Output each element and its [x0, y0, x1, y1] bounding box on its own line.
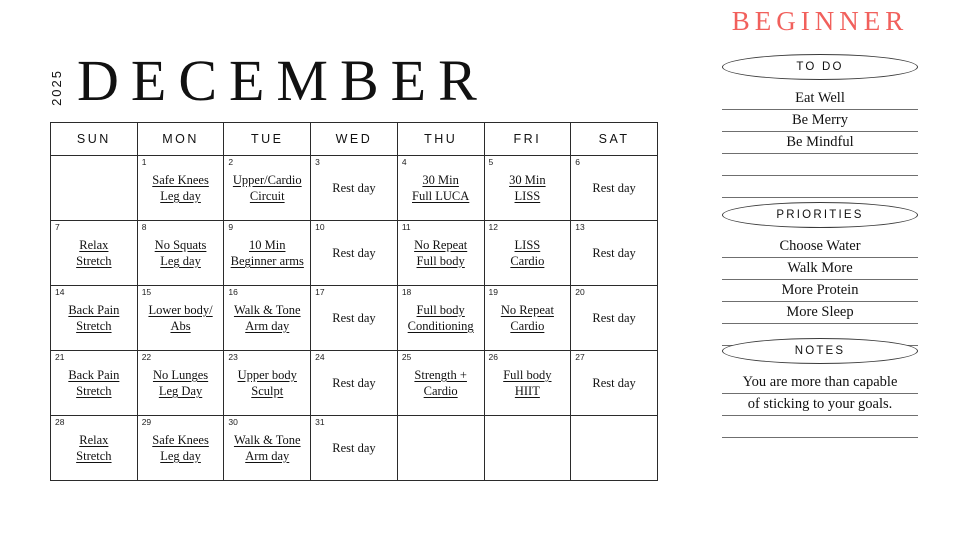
day-number: 13: [575, 222, 585, 232]
day-content: [51, 156, 137, 220]
workout-label: Safe Knees: [152, 433, 209, 447]
priority-item[interactable]: Walk More: [722, 258, 918, 280]
calendar-day-cell[interactable]: [571, 416, 658, 481]
notes-title: NOTES: [794, 345, 846, 357]
workout-label: 30 Min: [509, 173, 546, 187]
day-content: [398, 221, 484, 285]
day-content: [398, 156, 484, 220]
workout-label: Relax: [79, 238, 109, 252]
workout-label: Stretch: [76, 384, 112, 398]
day-content: [398, 416, 484, 480]
calendar-day-cell[interactable]: [397, 286, 484, 351]
workout-label: Full body: [416, 254, 465, 268]
calendar-day-cell[interactable]: [137, 416, 224, 481]
day-content: [138, 221, 224, 285]
day-content: [224, 351, 310, 415]
calendar-day-cell[interactable]: [484, 221, 571, 286]
calendar-day-cell[interactable]: [51, 351, 138, 416]
calendar-day-cell[interactable]: [397, 156, 484, 221]
calendar-day-cell[interactable]: [137, 286, 224, 351]
rest-day-label: Rest day: [592, 245, 636, 260]
workout-label: Stretch: [76, 319, 112, 333]
workout-label: No Repeat: [414, 238, 468, 252]
day-number: 1: [141, 157, 147, 167]
workout-label: Leg Day: [158, 384, 203, 398]
day-content: [224, 221, 310, 285]
rest-day-label: Rest day: [332, 375, 376, 390]
day-content: [138, 416, 224, 480]
note-item[interactable]: You are more than capable: [722, 372, 918, 394]
day-number: 2: [228, 157, 234, 167]
calendar-day-cell[interactable]: [51, 221, 138, 286]
day-content: [51, 416, 137, 480]
day-content: [138, 351, 224, 415]
calendar-day-cell[interactable]: [397, 351, 484, 416]
calendar-header: [49, 40, 660, 113]
day-number: 9: [228, 222, 234, 232]
day-number: 23: [228, 352, 238, 362]
workout-label: Leg day: [160, 254, 201, 268]
day-content: [138, 156, 224, 220]
workout-label: Walk & Tone: [233, 433, 301, 447]
calendar-day-cell[interactable]: [571, 156, 658, 221]
workout-label: Circuit: [249, 189, 285, 203]
day-content: [571, 156, 657, 220]
calendar-day-cell[interactable]: [311, 416, 398, 481]
workout-label: Cardio: [510, 319, 545, 333]
day-number: 12: [488, 222, 498, 232]
workout-label: Sculpt: [251, 384, 284, 398]
todo-empty-line[interactable]: [722, 154, 918, 176]
workout-label: Back Pain: [68, 303, 120, 317]
day-content: [51, 286, 137, 350]
calendar-week-row: [51, 286, 658, 351]
rest-day-label: Rest day: [592, 180, 636, 195]
side-panel: [700, 0, 940, 540]
workout-label: Safe Knees: [152, 173, 209, 187]
rest-day-label: Rest day: [332, 440, 376, 455]
workout-label: Leg day: [160, 449, 201, 463]
workout-label: Full body: [416, 303, 465, 317]
weekday-tue: TUE: [224, 123, 311, 156]
workout-label: Stretch: [76, 254, 112, 268]
calendar-day-cell[interactable]: [571, 221, 658, 286]
day-number: 22: [141, 352, 152, 362]
priorities-title: PRIORITIES: [776, 209, 864, 221]
priority-item[interactable]: More Protein: [722, 280, 918, 302]
calendar-day-cell[interactable]: [137, 221, 224, 286]
day-number: 11: [401, 222, 411, 232]
workout-label: Stretch: [76, 449, 112, 463]
calendar-day-cell[interactable]: [397, 416, 484, 481]
calendar-weekday-row: [51, 123, 658, 156]
workout-label: Abs: [170, 319, 191, 333]
day-content: [311, 416, 397, 480]
calendar-day-cell[interactable]: [224, 351, 311, 416]
calendar-day-cell[interactable]: [484, 286, 571, 351]
beginner-heading: BEGINNER: [731, 6, 909, 36]
calendar-year: 2025: [49, 69, 64, 106]
day-content: [311, 351, 397, 415]
notes-lines: [722, 372, 918, 438]
todo-item[interactable]: Be Mindful: [722, 132, 918, 154]
day-number: 16: [228, 287, 238, 297]
workout-label: Cardio: [510, 254, 545, 268]
day-content: [485, 416, 571, 480]
workout-label: Back Pain: [68, 368, 120, 382]
workout-label: LISS: [514, 238, 541, 252]
workout-label: 10 Min: [249, 238, 286, 252]
day-number: 20: [575, 287, 585, 297]
day-number: 14: [55, 287, 65, 297]
day-content: [311, 156, 397, 220]
notes-title-pill: [722, 338, 918, 364]
workout-label: Relax: [79, 433, 109, 447]
todo-item[interactable]: Be Merry: [722, 110, 918, 132]
workout-label: Leg day: [160, 189, 201, 203]
day-content: [398, 286, 484, 350]
calendar-week-row: [51, 156, 658, 221]
workout-label: Arm day: [245, 449, 290, 463]
calendar-day-cell[interactable]: [484, 351, 571, 416]
day-number: 19: [488, 287, 498, 297]
calendar-day-cell[interactable]: [397, 221, 484, 286]
note-empty-line[interactable]: [722, 416, 918, 438]
day-content: [311, 286, 397, 350]
todo-item[interactable]: Eat Well: [722, 88, 918, 110]
calendar-week-row: [51, 221, 658, 286]
workout-label: Conditioning: [407, 319, 474, 333]
priorities-lines: [722, 236, 918, 346]
workout-label: Lower body/: [148, 303, 213, 317]
workout-label: Cardio: [423, 384, 458, 398]
workout-label: Upper/Cardio: [232, 173, 302, 187]
day-number: 26: [488, 352, 498, 362]
workout-label: No Lunges: [152, 368, 209, 382]
calendar-day-cell[interactable]: [137, 156, 224, 221]
day-content: [485, 286, 571, 350]
priority-item[interactable]: More Sleep: [722, 302, 918, 324]
weekday-fri: FRI: [484, 123, 571, 156]
weekday-sun: SUN: [51, 123, 138, 156]
day-content: [571, 286, 657, 350]
notes-block: [700, 338, 940, 438]
workout-label: No Repeat: [500, 303, 554, 317]
todo-title-pill: [722, 54, 918, 80]
day-number: 31: [315, 417, 325, 427]
calendar-month: DECEMBER: [77, 48, 489, 113]
calendar-day-cell[interactable]: [224, 221, 311, 286]
rest-day-label: Rest day: [332, 310, 376, 325]
calendar-day-cell[interactable]: [571, 351, 658, 416]
calendar-week-row: [51, 351, 658, 416]
rest-day-label: Rest day: [592, 310, 636, 325]
day-number: 15: [141, 287, 152, 297]
todo-lines: [722, 88, 918, 198]
day-content: [224, 286, 310, 350]
day-number: 10: [315, 222, 325, 232]
day-content: [224, 416, 310, 480]
todo-empty-line[interactable]: [722, 176, 918, 198]
workout-label: No Squats: [154, 238, 207, 252]
weekday-thu: THU: [397, 123, 484, 156]
day-content: [485, 221, 571, 285]
day-number: 5: [488, 157, 494, 167]
workout-label: Full body: [503, 368, 552, 382]
calendar-day-cell[interactable]: [311, 156, 398, 221]
calendar-day-cell[interactable]: [224, 286, 311, 351]
workout-label: Arm day: [245, 319, 290, 333]
priority-item[interactable]: Choose Water: [722, 236, 918, 258]
day-content: [485, 156, 571, 220]
calendar-day-cell[interactable]: [51, 156, 138, 221]
day-number: 29: [141, 417, 152, 427]
calendar-day-cell[interactable]: [137, 351, 224, 416]
calendar-day-cell[interactable]: [311, 221, 398, 286]
calendar-day-cell[interactable]: [571, 286, 658, 351]
calendar-day-cell[interactable]: [51, 286, 138, 351]
day-number: 27: [575, 352, 585, 362]
day-content: [138, 286, 224, 350]
day-content: [311, 221, 397, 285]
weekday-sat: SAT: [571, 123, 658, 156]
rest-day-label: Rest day: [332, 180, 376, 195]
calendar-day-cell[interactable]: [51, 416, 138, 481]
workout-label: Full LUCA: [412, 189, 470, 203]
day-number: 4: [401, 157, 407, 167]
day-content: [571, 351, 657, 415]
calendar-day-cell[interactable]: [484, 156, 571, 221]
day-number: 17: [315, 287, 325, 297]
day-content: [224, 156, 310, 220]
day-content: [485, 351, 571, 415]
day-content: [571, 221, 657, 285]
todo-title: TO DO: [796, 61, 844, 73]
calendar-section: [50, 40, 660, 481]
day-content: [571, 416, 657, 480]
day-content: [398, 351, 484, 415]
calendar-week-row: [51, 416, 658, 481]
day-content: [51, 221, 137, 285]
workout-label: 30 Min: [422, 173, 459, 187]
rest-day-label: Rest day: [332, 245, 376, 260]
priorities-title-pill: [722, 202, 918, 228]
calendar-grid: [50, 122, 658, 481]
day-number: 28: [55, 417, 65, 427]
day-content: [51, 351, 137, 415]
calendar-day-cell[interactable]: [224, 156, 311, 221]
day-number: 30: [228, 417, 238, 427]
day-number: 6: [575, 157, 580, 167]
calendar-day-cell[interactable]: [224, 416, 311, 481]
workout-label: HIIT: [514, 384, 540, 398]
rest-day-label: Rest day: [592, 375, 636, 390]
day-number: 24: [315, 352, 325, 362]
workout-label: Beginner arms: [230, 254, 304, 268]
calendar-day-cell[interactable]: [311, 351, 398, 416]
day-number: 8: [141, 222, 147, 232]
weekday-mon: MON: [137, 123, 224, 156]
day-number: 3: [315, 157, 320, 167]
day-number: 25: [401, 352, 412, 362]
day-number: 18: [401, 287, 412, 297]
day-number: 21: [55, 352, 65, 362]
workout-label: Walk & Tone: [233, 303, 301, 317]
calendar-day-cell[interactable]: [484, 416, 571, 481]
note-item[interactable]: of sticking to your goals.: [722, 394, 918, 416]
workout-label: LISS: [514, 189, 541, 203]
workout-label: Upper body: [237, 368, 297, 382]
priorities-block: [700, 202, 940, 346]
workout-label: Strength +: [414, 368, 467, 382]
todo-block: [700, 54, 940, 198]
day-number: 7: [55, 222, 60, 232]
weekday-wed: WED: [311, 123, 398, 156]
calendar-day-cell[interactable]: [311, 286, 398, 351]
